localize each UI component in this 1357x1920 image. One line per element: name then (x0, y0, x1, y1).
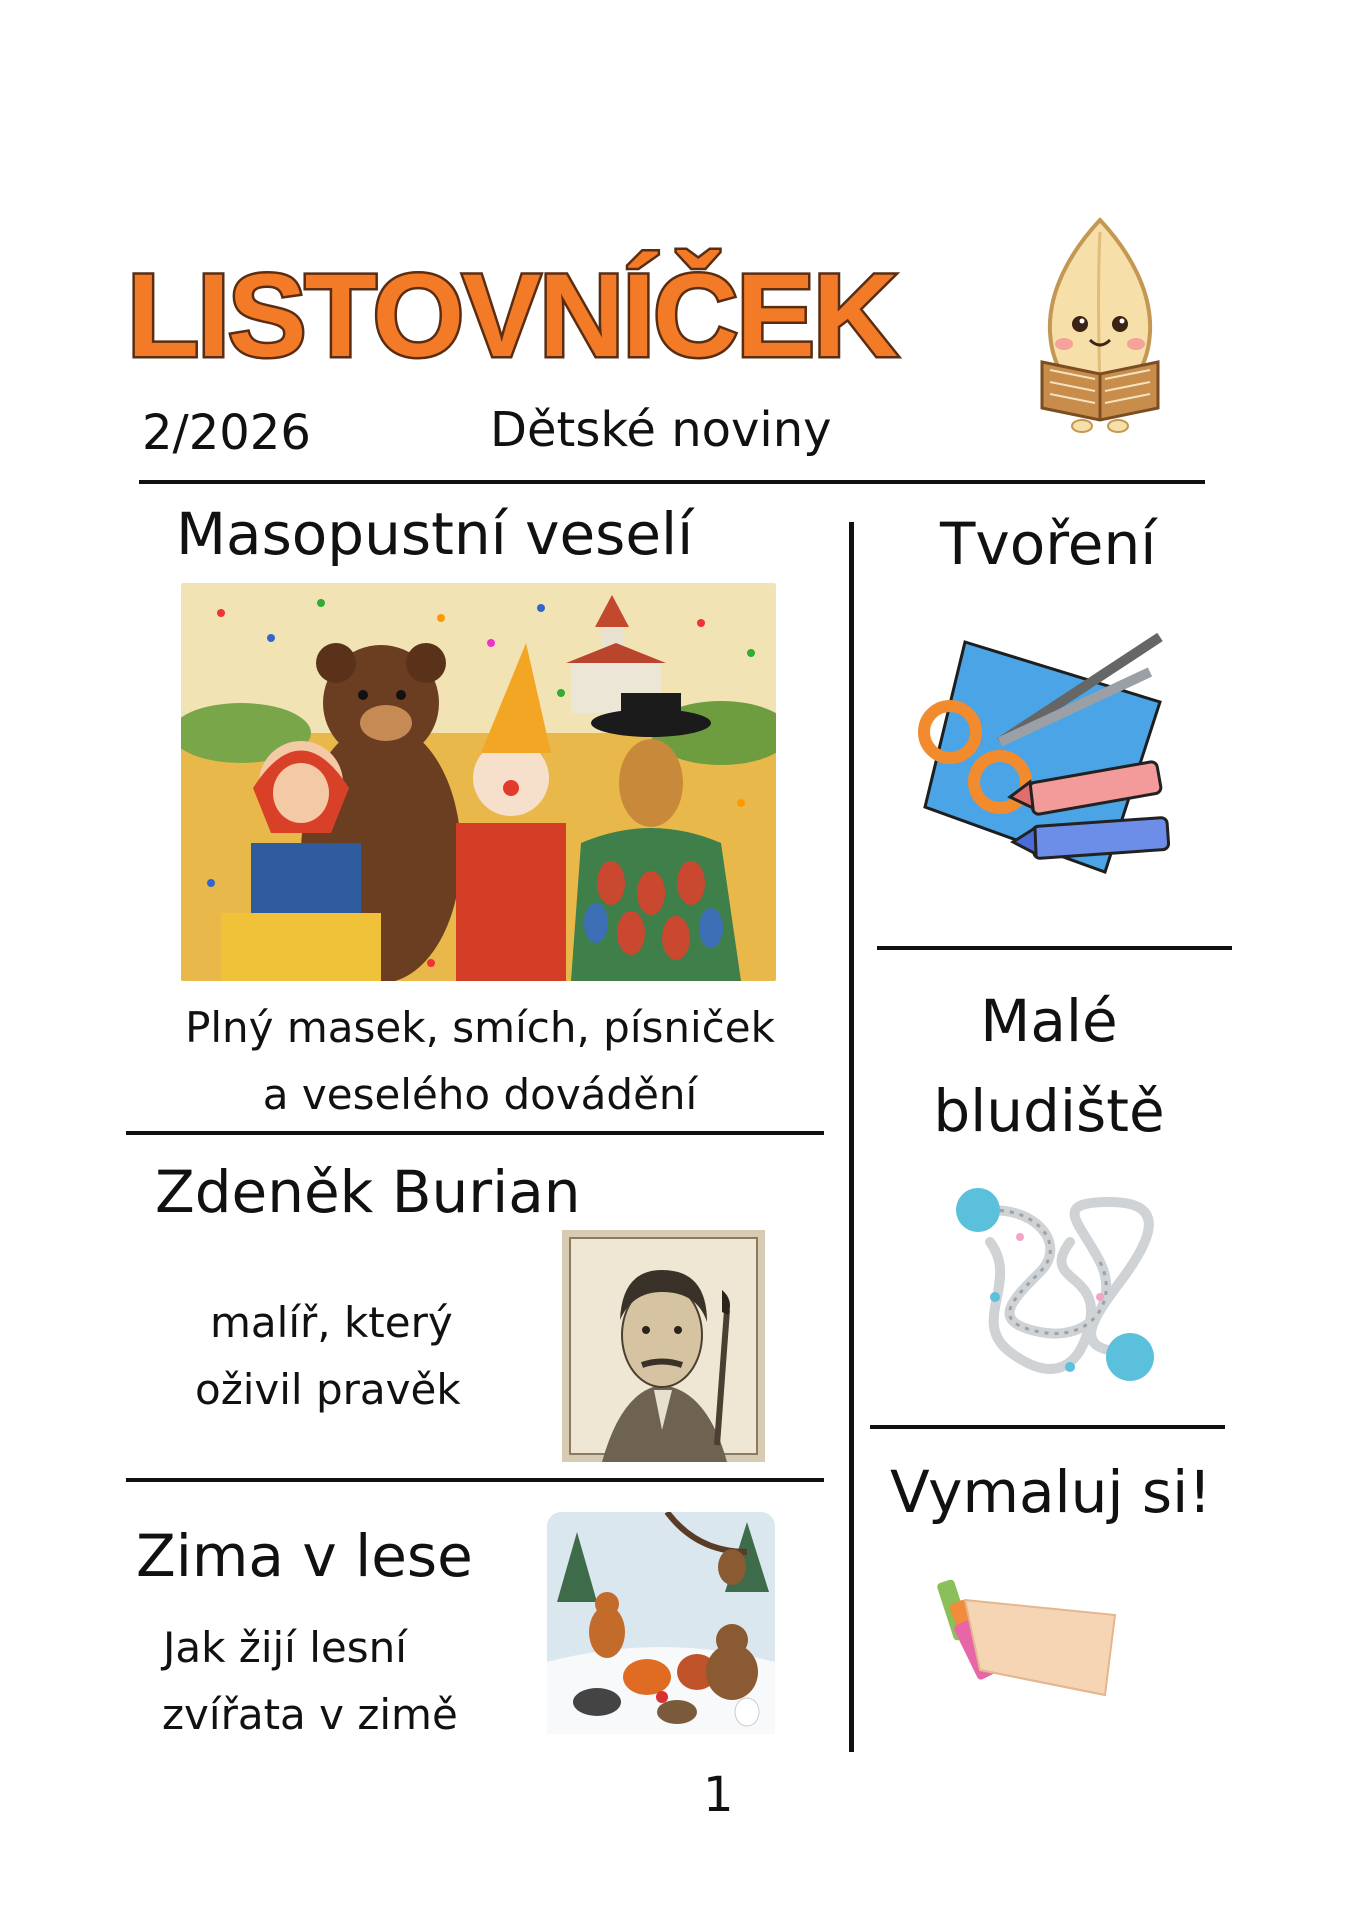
article-text-line: a veselého dovádění (262, 1070, 698, 1119)
article-text-line: zvířata v zimě (162, 1690, 458, 1739)
issue-number: 2/2026 (142, 405, 311, 461)
section-divider (126, 1131, 824, 1135)
sidebar-heading-bludiste-line1: Malé (980, 987, 1118, 1055)
maze-icon (950, 1182, 1160, 1382)
scissors-crayons-icon (905, 632, 1175, 882)
article-heading-burian: Zdeněk Burian (155, 1158, 581, 1226)
sidebar-divider (877, 946, 1232, 950)
leaf-mascot-icon (1020, 212, 1180, 442)
article-text-line: Jak žijí lesní (163, 1623, 407, 1672)
header-divider (139, 480, 1205, 484)
article-text-line: oživil pravěk (195, 1365, 461, 1414)
newspaper-title: LISTOVNÍČEK (127, 250, 897, 382)
article-text-line: Plný masek, smích, písniček (185, 1003, 775, 1052)
sidebar-heading-bludiste-line2: bludiště (933, 1077, 1165, 1145)
sidebar-heading-tvoreni: Tvoření (940, 510, 1157, 578)
page-number: 1 (703, 1767, 734, 1823)
portrait-sketch-illustration (562, 1230, 765, 1462)
article-heading-masopust: Masopustní veselí (176, 500, 694, 568)
article-heading-zima: Zima v lese (136, 1522, 473, 1590)
winter-forest-animals-illustration (547, 1512, 775, 1734)
carnival-masks-illustration (181, 583, 776, 981)
sidebar-divider (870, 1425, 1225, 1429)
section-divider (126, 1478, 824, 1482)
sidebar-heading-vymaluj: Vymaluj si! (890, 1458, 1212, 1526)
newspaper-subtitle: Dětské noviny (490, 402, 832, 458)
article-text-line: malíř, který (210, 1298, 453, 1347)
crayon-box-icon (925, 1560, 1125, 1700)
